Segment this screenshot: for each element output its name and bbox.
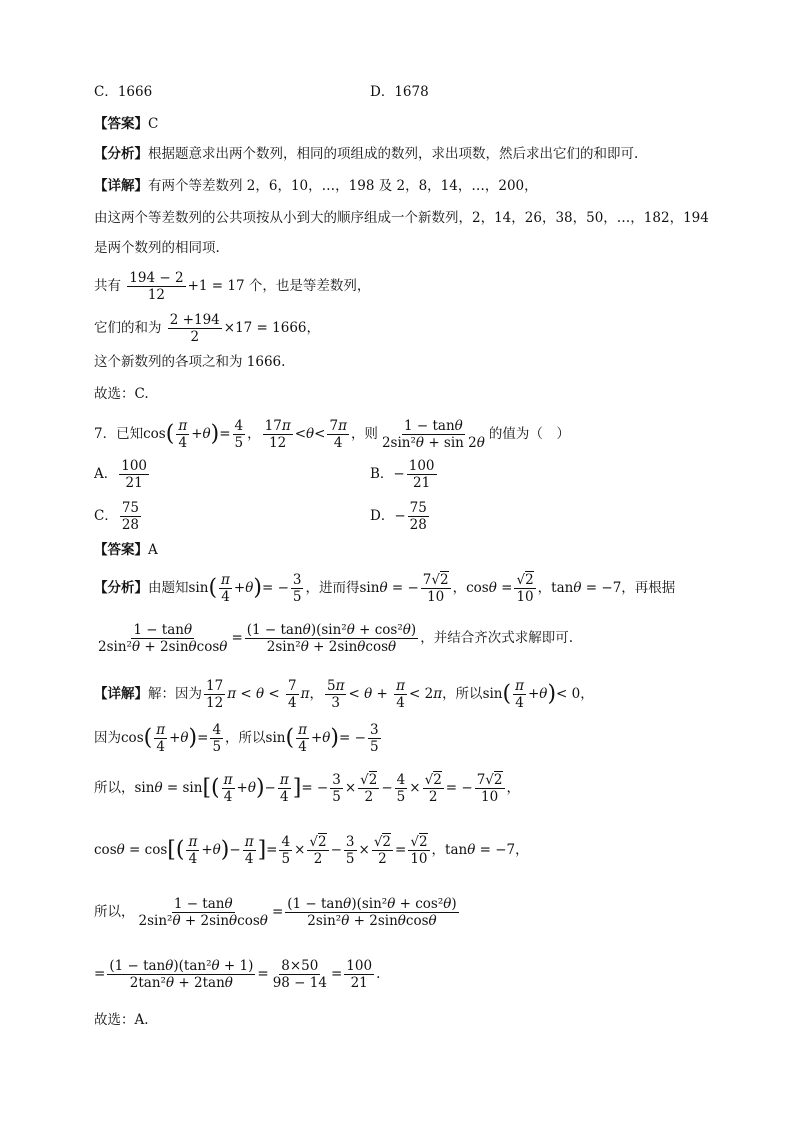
detail-sep: ， (309, 686, 323, 702)
option-c-q6 (94, 82, 429, 102)
option-d-text: D．1678 (370, 84, 429, 100)
frac: $\frac{3}{5}$ (369, 722, 379, 755)
frac: $\frac{\pi}{4}$ (515, 678, 524, 711)
answer-value: A (148, 542, 158, 558)
option-a-value (119, 458, 149, 491)
analysis-sep-2: ， (537, 580, 552, 596)
detail-line-6-q7: = $\frac{\text{(1 − tanθ)(tan²θ + 1)}}{\text{2tan²θ + 2tanθ}}$ = $\frac{8\times 50}{98 - 14}$ = $\frac{100}{21}$ . (94, 958, 381, 991)
frac: $\frac{\pi}{4}$ (221, 572, 230, 605)
answer-line-q6 (94, 114, 158, 134)
option-b-label: B．− (370, 466, 405, 482)
frac-den: 21 (413, 475, 431, 491)
frac: $\frac{√2}{10}$ (410, 834, 428, 867)
frac: $\frac{√2}{2}$ (309, 834, 327, 867)
frac: $\frac{8\times 50}{98 - 14}$ (272, 958, 327, 991)
count-line-q6 (94, 270, 370, 303)
frac: $\frac{√2}{2}$ (360, 772, 378, 805)
frac: $\frac{\pi}{4}$ (244, 834, 254, 867)
count-fraction (127, 270, 185, 303)
option-d-label: D．− (370, 508, 406, 524)
detail-tag: 【详解】 (94, 178, 148, 194)
detail-prefix: 解：因为 (148, 686, 202, 702)
sum-suffix: ×17 = 1666， (223, 320, 321, 336)
frac: $\frac{1 - \tan\theta}{\text{2sin²θ + sin 2θ}}$ (381, 418, 485, 451)
option-b-value (407, 458, 437, 491)
sum-fraction (168, 312, 222, 345)
frac: $\frac{3}{5}$ (345, 834, 355, 867)
frac-den: 12 (147, 287, 166, 303)
frac: $\frac{7\pi}{4}$ (329, 418, 347, 451)
frac: $\frac{\pi}{4}$ (279, 772, 289, 805)
analysis-line-2-q7: $\frac{1 - \tan\theta}{\text{2sin²θ + 2sinθcosθ}}$ = $\frac{\text{(1 − tanθ)(sin²θ + cos²θ)}}{\text{2sin²θ + 2sinθcosθ}}$ ，并结合齐次式求解即可. (98, 622, 573, 655)
analysis-tag: 【分析】 (94, 146, 148, 162)
analysis-line-1-q7: 【分析】由题知sin( $\frac{\pi}{4}$ +θ)= − $\frac{3}{5}$ ，进而得sinθ = − $\frac{7√2}{10}$ ，cosθ = $\frac{√2}{10}$ ，tanθ = −7，再根据 (94, 572, 676, 605)
option-a-label: A． (94, 466, 118, 482)
frac: $\frac{3}{5}$ (332, 772, 341, 805)
frac: $\frac{√2}{2}$ (373, 834, 392, 867)
analysis-prefix: 由题知 (148, 580, 189, 596)
answer-line-q7 (94, 540, 158, 560)
analysis-suffix: ，再根据 (621, 580, 676, 596)
answer-tag: 【答案】 (94, 542, 148, 558)
frac-num: 2 +194 (169, 312, 220, 328)
detail-line-4-q7: cosθ = cos[( $\frac{\pi}{4}$ +θ)− $\frac{\pi}{4}$ ]= $\frac{4}{5}$ × $\frac{√2}{2}$ − $\frac{3}{5}$ × $\frac{√2}{2}$ = $\frac{√2}{10}$ ，tanθ = −7， (94, 834, 529, 867)
frac: $\frac{\text{(1 − tanθ)(sin²θ + cos²θ)}}{\text{2sin²θ + 2sinθcosθ}}$ (287, 896, 457, 929)
frac: $\frac{\text{(1 − tanθ)(sin²θ + cos²θ)}}{\text{2sin²θ + 2sinθcosθ}}$ (246, 622, 417, 655)
detail-line-5-q7: 所以， $\frac{1 - \tan\theta}{\text{2sin²θ + 2sinθcosθ}}$ = $\frac{\text{(1 − tanθ)(sin²θ + cos²θ)}}{\text{2sin²θ + 2sinθcosθ}}$ (94, 896, 457, 929)
frac: $\frac{5\pi}{3}$ (326, 678, 345, 711)
detail-line-2-q6: 由这两个等差数列的公共项按从小到大的顺序组成一个新数列，2，14，26，38，50，…，182，194 (94, 210, 709, 226)
frac-den: 28 (121, 517, 140, 533)
frac: $\frac{100}{21}$ (346, 958, 373, 991)
detail-line-1-q6 (94, 176, 538, 196)
frac: $\frac{\text{(1 − tanθ)(tan²θ + 1)}}{\text{2tan²θ + 2tanθ}}$ (109, 958, 254, 991)
frac: $\frac{4}{5}$ (234, 418, 244, 451)
frac-den: 2 (190, 329, 200, 345)
detail-line-3-q7: 所以，sinθ = sin[( $\frac{\pi}{4}$ +θ)− $\frac{\pi}{4}$ ]= − $\frac{3}{5}$ × $\frac{√2}{2}$ − $\frac{4}{5}$ × $\frac{√2}{2}$ = − $\frac{7√2}{10}$ ， (94, 772, 520, 805)
option-d-value (408, 500, 429, 533)
frac: $\frac{17\pi}{12}$ (264, 418, 291, 451)
option-c-text: C．1666 (94, 84, 153, 100)
detail-mid: ，所以 (442, 686, 483, 702)
choose-q6: 故选：C. (94, 386, 149, 402)
frac: $\frac{1 - \tan\theta}{\text{2sin²θ + 2sinθcosθ}}$ (138, 896, 268, 929)
frac: $\frac{\pi}{4}$ (188, 834, 198, 867)
frac: $\frac{7}{4}$ (288, 678, 297, 711)
frac: $\frac{1 - \tan\theta}{\text{2sin²θ + 2sinθcosθ}}$ (98, 622, 228, 655)
detail-line-2-q7: 因为cos( $\frac{\pi}{4}$ +θ)= $\frac{4}{5}$ ，所以sin( $\frac{\pi}{4}$ +θ)= − $\frac{3}{5}$ (94, 722, 379, 755)
frac: $\frac{\pi}{4}$ (298, 722, 307, 755)
options-ab-q7 (94, 458, 435, 491)
detail-mid: ，所以 (225, 730, 266, 746)
frac: $\frac{17}{12}$ (206, 678, 224, 711)
detail-line-3-q6: 是两个数列的相同项. (94, 240, 220, 256)
frac: $\frac{4}{5}$ (281, 834, 291, 867)
options-cd-q7 (94, 500, 427, 533)
frac: $\frac{7√2}{10}$ (476, 772, 503, 805)
detail-tag: 【详解】 (94, 686, 148, 702)
option-c-label: C． (94, 508, 118, 524)
count-suffix: +1 = 17 个，也是等差数列， (187, 278, 371, 294)
frac: $\frac{7√2}{10}$ (422, 572, 449, 605)
detail-line-1-q7: 【详解】解：因为 $\frac{17}{12}$ π < θ < $\frac{7}{4}$ π， $\frac{5\pi}{3}$ < θ + $\frac{\pi}{4}$ < 2π，所以sin( $\frac{\pi}{4}$ +θ)< 0， (94, 678, 594, 711)
analysis-line-q6 (94, 144, 638, 164)
stem-suffix: 的值为（ ） (488, 426, 570, 442)
detail-text: 有两个等差数列 2，6，10，…，198 及 2，8，14，…，200， (148, 178, 538, 194)
analysis-text: 根据题意求出两个数列，相同的项组成的数列，求出项数，然后求出它们的和即可. (148, 146, 639, 162)
analysis-mid: ，进而得 (305, 580, 360, 596)
option-c-value (120, 500, 141, 533)
frac: $\frac{\pi}{4}$ (396, 678, 405, 711)
frac: $\frac{\pi}{4}$ (223, 772, 233, 805)
frac: $\frac{\pi}{4}$ (156, 722, 166, 755)
answer-value: C (148, 116, 159, 132)
question-7-stem: 7．已知cos( $\frac{\pi}{4}$ +θ)= $\frac{4}{5}$ ， $\frac{17\pi}{12}$ <θ< $\frac{7\pi}{4}$ ，则 $\frac{1 - \tan\theta}{\text{2sin²θ + sin 2θ}}$ 的值为（ ） (94, 418, 570, 451)
answer-tag: 【答案】 (94, 116, 148, 132)
frac: $\frac{\pi}{4}$ (178, 418, 188, 451)
frac-den: 28 (409, 517, 427, 533)
choose-q7: 故选：A. (94, 1012, 149, 1028)
analysis-line2-suffix: ，并结合齐次式求解即可. (420, 630, 573, 646)
stem-sep: ， (247, 426, 261, 442)
frac: $\frac{3}{5}$ (292, 572, 302, 605)
frac-num: 100 (408, 458, 435, 474)
frac: $\frac{√2}{10}$ (516, 572, 534, 605)
detail-prefix: 所以， (94, 780, 135, 796)
count-prefix: 共有 (94, 278, 121, 294)
frac-num: 75 (121, 500, 140, 516)
frac: $\frac{√2}{2}$ (424, 772, 442, 805)
frac-num: 75 (409, 500, 427, 516)
frac: $\frac{4}{5}$ (396, 772, 406, 805)
detail-prefix: 所以， (94, 904, 135, 920)
option-d (370, 500, 431, 533)
stem-prefix: 7．已知 (94, 426, 144, 442)
stem-sep-2: ，则 (350, 426, 378, 442)
sum-prefix: 它们的和为 (94, 320, 162, 336)
frac-den: 21 (125, 475, 143, 491)
frac-num: 194 − 2 (129, 270, 184, 286)
analysis-sep: ， (452, 580, 467, 596)
analysis-tag: 【分析】 (94, 580, 148, 596)
frac: $\frac{4}{5}$ (212, 722, 222, 755)
sum-line-q6 (94, 312, 320, 345)
frac-num: 100 (121, 458, 148, 474)
detail-prefix: 因为 (94, 730, 121, 746)
option-b (370, 458, 439, 491)
conclusion-q6: 这个新数列的各项之和为 1666. (94, 354, 286, 370)
